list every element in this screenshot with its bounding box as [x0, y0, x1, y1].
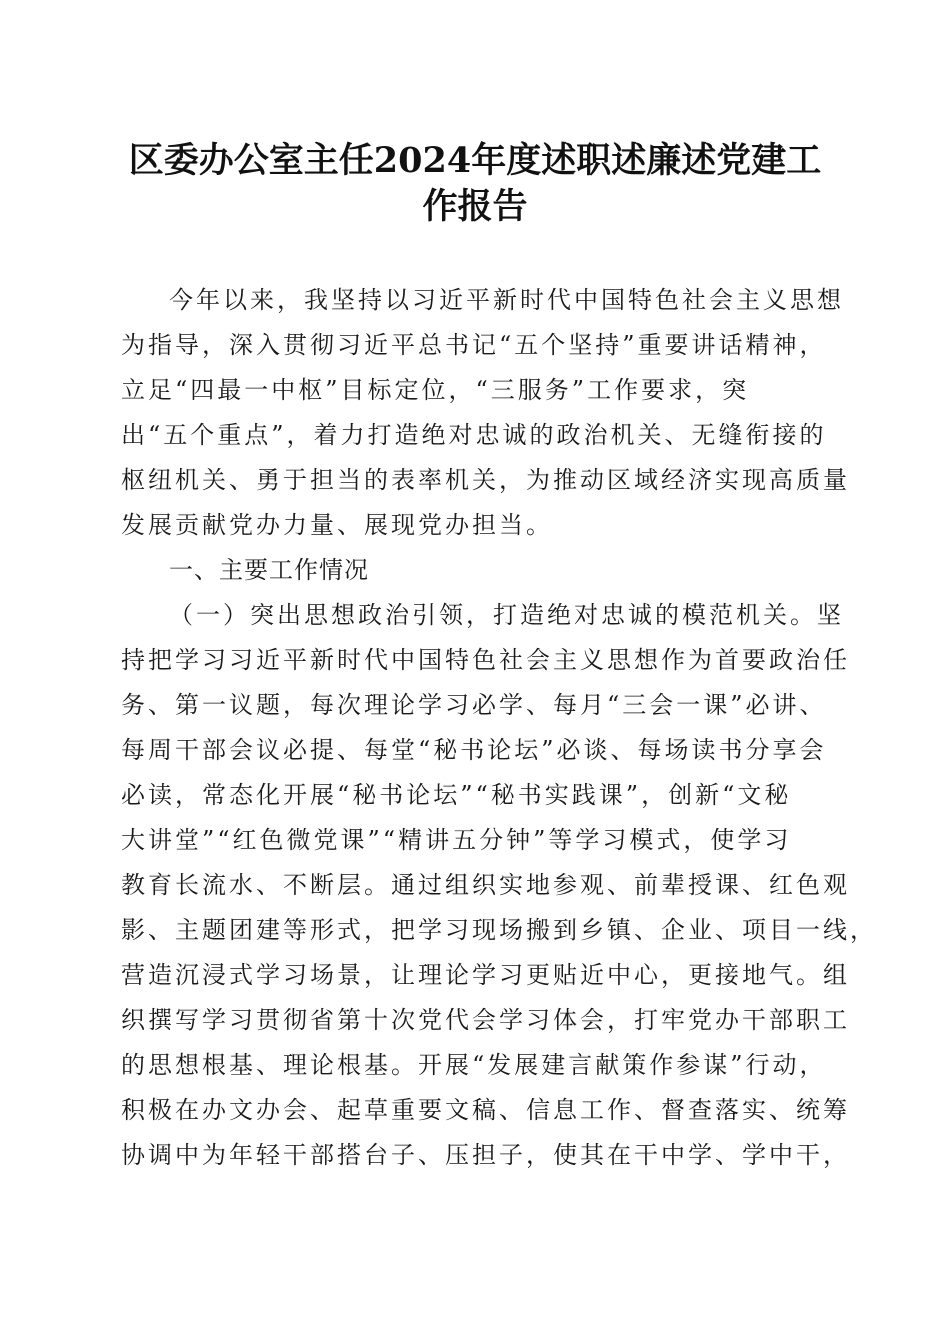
paragraph-line: （一）突出思想政治引领，打造绝对忠诚的模范机关。坚	[169, 601, 844, 629]
intro-line: 出“五个重点”，着力打造绝对忠诚的政治机关、无缝衔接的	[121, 421, 827, 449]
title-line-2: 作报告	[422, 186, 528, 227]
document-title	[100, 138, 850, 230]
paragraph-line: 持把学习习近平新时代中国特色社会主义思想作为首要政治任	[121, 646, 850, 674]
title-line-1: 区委办公室主任2024年度述职述廉述党建工	[128, 140, 822, 181]
intro-line: 枢纽机关、勇于担当的表率机关，为推动区域经济实现高质量	[121, 466, 850, 494]
paragraph-line: 营造沉浸式学习场景，让理论学习更贴近中心，更接地气。组	[121, 961, 850, 989]
paragraph-line: 务、第一议题，每次理论学习必学、每月“三会一课”必讲、	[121, 691, 827, 719]
section-heading: 一、主要工作情况	[169, 556, 369, 584]
intro-line: 发展贡献党办力量、展现党办担当。	[121, 511, 553, 539]
paragraph-line: 必读，常态化开展“秘书论坛”“秘书实践课”，创新“文秘	[121, 781, 792, 809]
paragraph-line: 的思想根基、理论根基。开展“发展建言献策作参谋”行动，	[121, 1051, 827, 1079]
paragraph-line: 影、主题团建等形式，把学习现场搬到乡镇、企业、项目一线，	[121, 916, 877, 944]
paragraph-line: 协调中为年轻干部搭台子、压担子，使其在干中学、学中干，	[121, 1141, 850, 1169]
paragraph-line: 织撰写学习贯彻省第十次党代会学习体会，打牢党办干部职工	[121, 1006, 850, 1034]
intro-line: 今年以来，我坚持以习近平新时代中国特色社会主义思想	[169, 286, 844, 314]
paragraph-line: 教育长流水、不断层。通过组织实地参观、前辈授课、红色观	[121, 871, 850, 899]
document-body	[121, 278, 877, 1178]
intro-line: 为指导，深入贯彻习近平总书记“五个坚持”重要讲话精神，	[121, 331, 827, 359]
paragraph-line: 每周干部会议必提、每堂“秘书论坛”必谈、每场读书分享会	[121, 736, 827, 764]
paragraph-line: 大讲堂”“红色微党课”“精讲五分钟”等学习模式，使学习	[121, 826, 792, 854]
intro-line: 立足“四最一中枢”目标定位，“三服务”工作要求，突	[121, 376, 750, 404]
paragraph-line: 积极在办文办会、起草重要文稿、信息工作、督查落实、统筹	[121, 1096, 850, 1124]
